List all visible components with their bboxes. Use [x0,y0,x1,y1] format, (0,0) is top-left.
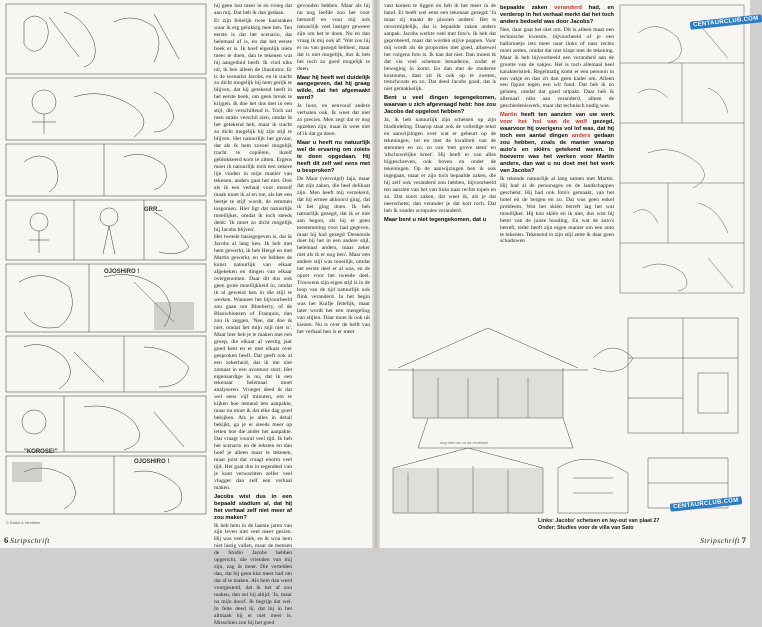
paragraph: Ik heb hem in de laatste jaren van zijn leven niet veel meer gezien. Hij was veel ziek, en ik wou hem niet lastig vallen, maar de mensen de Studio Jacobs hebben opgericht, die vrienden van mij zijn, zag ik meer. Die vertelden dan, dat hij geen kist meer had om dat af te maken. Als hem dan werd voorgesteld, dat ik het af zou maken, dan zei hij altijd: 'Ja, maar na mijn dood'. Ik begrijp dat wel. In feite deed ik, dat hij in het allmaak hij er niet meer is. Misschien zou hij het goed [214,522,292,626]
sketch-label-ojoshiro-2: OJOSHIRO ! [134,459,170,465]
paragraph: Er zijn feitelijk twee basistaken waar ik erg gelukkig mee ben. Ten eerste is dat het scenario, dat helemaal af is, en dat het eerste boek er is. Ik hoef eigenlijk niets meer te doen, dan te tekenen wat hij aangeduid heeft. Ik vind niks uit, ik ben alleen de illustrator. Er is de scenarist Jacobs, en ik tracht zo dicht mogelijk bij hem gerijk te blijven, dat hij getekend heeft in het eerste boek, om geen breuk te krijgen. Ik doe het dus met in een stijl, die verschillend is. Toch zal men straks verschil zien, omdat ik het getekend heb, maar ik tracht zo dicht mogelijk bij zijn stijl te blijven. Het natuurlijk het gevaar, dat als ik hem zoveel mogelijk tracht te copiëren, ikzelf geblokkeerd kom te zitten. Ergens moet ik natuurlijk toch een zekere lijn vinden in mijn manier van tekenen, anders gaat het niet. Ook als ik een verhaal voor mezelf maak moet ik al en toe, als het een beetje te stijf wordt, de remmen losgooien. Hier ligt dat natuurlijk moeilijker, omdat ik toch steeds denk: 'Ik moet zo dicht mogelijk bij Jacobs blijven'. [214,17,292,233]
interview-question [500,5,614,26]
watermark-logo: CENTAURCLUB.COM [690,14,762,29]
comic-sketch-strip [4,2,209,525]
paragraph: Nee, daar gaat het niet om. Dit is alleen maar een technische kwestie, bijvoorbeeld of je een ballonnetje iets meer naar links of naar rechts moet zetten, omdat dat niet klopt met de tekening. Maar ik heb bijvoorbeeld een veranderd aan de grootte van de vakjes. Het is toch allemaal heel karakteristiek. Regelmatig komt er een persoon in een vakje en dan zit dan geen kader om. Alleen een figuur tegen een wit fond. Dat heb ik zo gelaten, omdat dat goed uitpakt. Daar heb ik allemaal niks aan veranderd, alleen de geschiedeniswerk, maar dat technisch nodig was. [500,26,614,110]
pencil-sketches [4,2,209,517]
paragraph: gevonden hebben. Maar als hij nu nog leefde zou het voor hemzelf en voor mij ook natuurlijk veel lastiger geweest zijn om het te doen. Nu en dan vraag ik mij ook af: 'Wat zou hij er nu van gezegd hebben', maar dat is niet mogelijk, dus ik heb het toch zo goed mogelijk te doen. [297,3,370,72]
paragraph: De Maar (vervolgd) Jaja, maar dat zijn zaken, die heel delikaat zijn. Men heeft mij verzekerd, dat hij ermee akkoord ging, dat ik het ging doen. Ik heb natuurlijk gezegd, dat ik er niet aan begon, als hij er geen toestemming voor had gegeven, maar hij had gezegd 'Desnoods doet hij het in een andere stijl, helemaal anders, maar zeker niet als ik er nog ben'. Maar een andere stijl was moeilijk, omdat het eerste deel er al was, en de opzet voor het tweede deel. Trouwens zijn eigen stijl is in de loop van de tijd natuurlijk ook flink veranderd. In het begin was het Kuifje feitelijk, maar later wordt het een mengeling van stijlen. Daar moet ik ook uit kiezen. Nu is over de helft van het verhaal ben is er meer [297,175,370,335]
question-highlight: voor het hol van de wolf [500,119,587,126]
watermark-logo: CENTAURCLUB.COM [670,496,742,511]
article-column-2 [214,3,292,626]
magazine-name: Stripschrift [10,536,50,545]
question-text: bepaalde zaken [500,5,548,11]
interview-question: Maar bent u niet tegengekomen, dat u [384,216,487,223]
question-highlight: anders [571,133,591,140]
interview-question: Maar u heeft nu natuurlijk wel de ervaring om zoiets te doen opgedaan. Hij heeft dit zelf wel eens met u besproken? [297,140,370,174]
sketch-label-ojoshiro-1: OJOSHIRO ! [104,269,140,275]
interview-question: Jacobs wist dus in een bepaald stadium al, dat hij het verhaal zelf niet meer af zou maken? [214,493,292,521]
page-number: 6 [4,535,9,545]
drawing-note: nog niet wit na de ventilatie [440,440,489,445]
question-text: gedaan zou hebben, zoals de manier waarop auto's en skiërs getekend waren. In hoeverre was het werken voor Martin anders, dan wat u nu doet met het werk van Jacobs? [500,133,614,174]
question-highlight: Martin [500,112,518,119]
paragraph: Ja hoor, en eenvoud andere verhalen ook. Ik weet dat niet zo precies. Men zegt dat er nog opzetten zijn, maar ik weet niet of ik dat ga doen. [297,103,370,138]
caption-line: Onder: Studies voor de villa van Sato [538,524,634,531]
paragraph: Ik tekende natuurlijk al lang samen met Martin. Hij had al de personages en de landschappen geschetst. Hij had ook foto's gemaakt, van het hotel en de bergen en zo. Dat was geen enkel probleem. Wat het skiën betreft lag het wat moeilijker. Hij kon skiën en ik niet, dus wist hij beter van de juiste houding. En wat de auto's betreft, ieder heeft zijn eigen manier om een auto te tekenen. Tekenend in zijn stijl zette ik daar geen schaduwen [500,175,614,245]
article-column-3 [297,3,370,533]
sketch-label-grrr: GRR... [144,207,163,213]
layout-sketch-plate-27 [618,3,746,295]
article-column-4 [384,3,496,295]
question-text: gezegd, waarvoor hij overigens vol lof was, dat hij toch een aantal dingen [500,119,614,140]
caption-line: Links: Jacobs' schetsen en lay-out van plaat 27 [538,518,660,524]
sketch-credit: © Blake & Mortimer [6,520,41,525]
question-text: had, en verderop in het verhaal merkt dat het toch anders bedoeld was door Jacobs? [500,5,614,25]
sketch-label-korose: "KOROSE!" [24,449,58,455]
question-text: heeft ten aanzien van uw werk [520,112,614,119]
image-caption [538,518,668,531]
article-column-5 [500,3,614,295]
interview-question: Maar hij heeft wel duidelijk aangegeven, dat hij graag wilde, dat het afgemaakt werd? [297,74,370,102]
folio-right [700,535,746,545]
paragraph: hij geen lust meer in en vroeg dat aan mij. Dat heb ik dan gedaan. [214,3,292,16]
paragraph: Ja, ik heb natuurlijk zijn schetsen op zijn bladindeling. Daarop staat ook de volledige tekst en aanwijzingen over wat er gebeurt op de tekeningen, tot en met de kwaliteit van de stemmen en zo, zo van 'met grove stem' en 'afschuwelijke kreet'. Hij heeft er van alles bijgeschreven, ook boven en onder de tekeningen. Op de aanwijzingen ben ik ook ingegaan, maar er zijn toch bepaalde zaken, die hij zelf ook veranderd zou hebben, bijvoorbeeld ten aanzien van het van links naar rechts lopen en zo. Dat soort zaken, dat weet ik, als je dat neerschetst, dan verander je dat kort toch. Dat heb ik zonder scrupules veranderd. [384,117,496,214]
folio-left [4,535,50,545]
page-number: 7 [741,535,746,545]
question-highlight: veranderd [554,5,582,11]
paragraph: Het tweede basisgegeven is, dat ik Jacobs al lang ken. Ik heb met hem gewerkt, ik heb Hergé en met Martin gewerkt, en we hebben de kunst natuurlijk van elkaar afgekeken en dingen van elkaar overgenomen. Daar dit dus ook geen grote moeilijkheid in, omdat ik al gewend ben in die stijl te werken. Wanneer het bijvoorbeeld zou gaan om Blueberry, of de Blauwbloezen of Franquin, dan zou ik zeggen, 'Nee, dat doe ik niet, omdat het mijn stijl niet is'. Maar hier heb je te maken met een groep, die elkaar al veertig jaar goed kent en er met elkaar over gesproken heeft. Dat geeft ook al een zekerheid, dat ik me niet zomaar in een avontuur stort. Het eigenaardige is nu, dat ik een tekenaar helemaal moet analyseren. Vroeger deed ik dat wel eens vijf minuten, om te kijken hoe iemand iets aanpakte, maar nu moet ik dat elke dag goed bekijken. Als je alles in detail bekijkt, ga je er steeds meer op letten hoe die ander het aanpakte. Dat vraagt vooral veel tijd. Ik heb het scenario en de teksten en dan hoef je alleen maar te tekenen, maar juist dat vraagt enorm veel tijd. Het gaat dus in tegendeel van je kunt verwachten zelfer veel vlugger dan zelf een verhaal maken. [214,234,292,491]
interview-question: Bent u veel dingen tegengekomen, waarvan u zich afgevraagd hebt: hoe zou Jacobs dat opgelost hebben? [384,95,496,116]
paragraph: vast komen te liggen en heb ik het meer in de hand. Er heeft wel eens een tekenaar gezegd: 'Ja maar zij maakt de plooien anders'. Het is onvermijdelijk, dat is bepaalde zaken anders aanpak. Jacobs werkte veel met foto's. Ik heb dat geprobeerd, maar dat worden stijve poppen. Voor mij wordt als de proporties niet goed, alhoewel het volgens foto is. Ik kan dat niet. Dan moest ik dat via veel schetsen benaderen, zodat er beweging in komt. En dan met de moderne kostuums, daar zit ik ook op te zweten, trenchcoats en zo. Dat deed Jacobs goed, dat is niet gemakkelijk. [384,3,496,93]
interview-question [500,112,614,175]
magazine-name: Stripschrift [700,536,740,545]
